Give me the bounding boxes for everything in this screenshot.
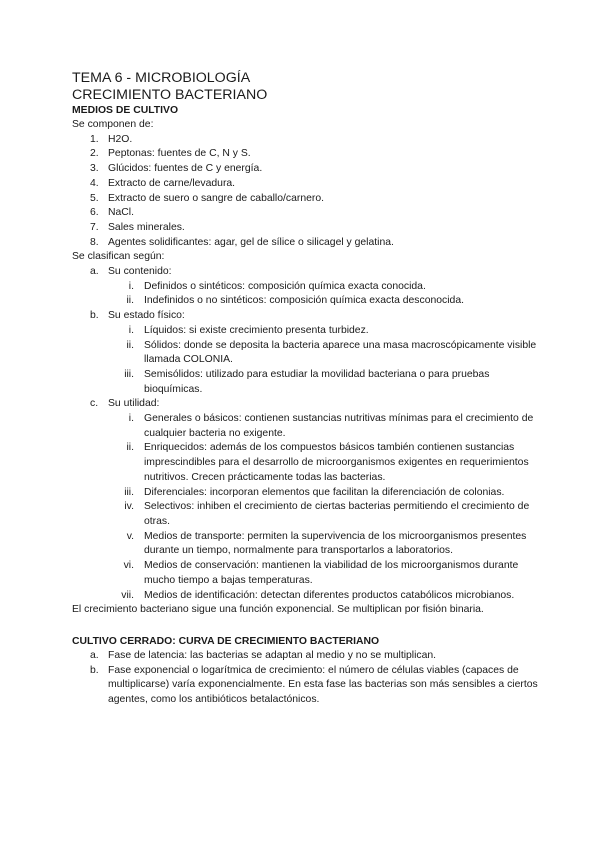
section-heading-medios: MEDIOS DE CULTIVO bbox=[72, 105, 179, 116]
list-numeral: ii. bbox=[126, 442, 134, 454]
group-letter: a. bbox=[90, 266, 99, 278]
list-item-text: Glúcidos: fuentes de C y energía. bbox=[108, 163, 263, 175]
list-numeral: vi. bbox=[123, 560, 134, 572]
list-item-text: Líquidos: si existe crecimiento presenta turbidez. bbox=[144, 324, 369, 336]
list-item-text: Medios de conservación: mantienen la viabilidad de los microorganismos durante mucho tiempo a bajas temperaturas. bbox=[144, 560, 519, 586]
list-item-text: Agentes solidificantes: agar, gel de sílice o silicagel y gelatina. bbox=[108, 236, 394, 248]
list-item bbox=[72, 294, 542, 309]
group-label: Su contenido: bbox=[108, 266, 172, 278]
list-item bbox=[72, 339, 542, 368]
group-heading-utilidad bbox=[72, 397, 542, 412]
list-number: 5. bbox=[90, 192, 99, 204]
list-item bbox=[72, 441, 542, 485]
list-item bbox=[72, 221, 542, 236]
list-item bbox=[72, 162, 542, 177]
list-item-text: Selectivos: inhiben el crecimiento de ciertas bacterias permitiendo el crecimiento de otras. bbox=[144, 501, 530, 527]
list-item-text: Extracto de carne/levadura. bbox=[108, 177, 236, 189]
section-heading-cultivo-cerrado: CULTIVO CERRADO: CURVA DE CRECIMIENTO BACTERIANO bbox=[72, 635, 380, 647]
group-letter: b. bbox=[90, 310, 99, 322]
list-item bbox=[72, 324, 542, 339]
list-item-text: Fase exponencial o logarítmica de crecimiento: el número de células viables (capaces de multiplicarse) varía exponencialmente. En esta fase las bacterias son más sensibles a ciertos agentes, como los antibióticos betalactónicos. bbox=[108, 664, 538, 706]
list-numeral: iii. bbox=[124, 368, 134, 380]
list-item-text: Medios de transporte: permiten la supervivencia de los microorganismos presentes durante un tiempo, normalmente para transportarlos a laboratorios. bbox=[144, 530, 527, 557]
components-intro: Se componen de: bbox=[72, 119, 154, 130]
classify-intro: Se clasifican según: bbox=[72, 251, 165, 263]
list-item bbox=[72, 368, 542, 397]
list-number: 3. bbox=[90, 163, 99, 175]
group-letter: c. bbox=[90, 398, 99, 410]
list-item-text: Fase de latencia: las bacterias se adaptan al medio y no se multiplican. bbox=[108, 649, 437, 661]
list-item bbox=[72, 280, 542, 295]
group-label: Su estado físico: bbox=[108, 310, 185, 322]
list-item-text: Indefinidos o no sintéticos: composición química exacta desconocida. bbox=[144, 295, 464, 307]
list-number: 1. bbox=[90, 133, 99, 145]
list-item bbox=[72, 559, 542, 588]
list-item bbox=[72, 147, 542, 162]
list-item bbox=[72, 206, 542, 221]
list-item-text: Enriquecidos: además de los compuestos básicos también contienen sustancias imprescindibles para el desarrollo de microorganismos exigentes en requerimientos nutritivos. Crecen prácticamente todas las bacterias. bbox=[144, 442, 529, 483]
list-number: 2. bbox=[90, 148, 99, 160]
list-numeral: i. bbox=[128, 413, 134, 425]
group-label: Su utilidad: bbox=[108, 398, 160, 410]
list-number: 6. bbox=[90, 207, 99, 219]
list-item bbox=[72, 486, 542, 501]
group-heading-contenido bbox=[72, 265, 542, 280]
list-item-text: Peptonas: fuentes de C, N y S. bbox=[108, 148, 251, 160]
list-number: 4. bbox=[90, 177, 99, 189]
list-numeral: vii. bbox=[121, 589, 134, 601]
list-numeral: i. bbox=[128, 280, 134, 292]
list-item-text: Extracto de suero o sangre de caballo/carnero. bbox=[108, 192, 325, 204]
list-numeral: iv. bbox=[124, 501, 134, 513]
list-number: 7. bbox=[90, 221, 99, 233]
doc-title-line-2: CRECIMIENTO BACTERIANO bbox=[72, 87, 268, 103]
group-heading-estado-fisico bbox=[72, 309, 542, 324]
list-item-text: H2O. bbox=[108, 133, 133, 145]
list-item-text: Diferenciales: incorporan elementos que facilitan la diferenciación de colonias. bbox=[144, 486, 505, 498]
list-letter: a. bbox=[90, 649, 99, 661]
list-numeral: ii. bbox=[126, 295, 134, 307]
list-item-text: Definidos o sintéticos: composición química exacta conocida. bbox=[144, 280, 426, 292]
list-numeral: iii. bbox=[124, 486, 134, 498]
list-number: 8. bbox=[90, 236, 99, 248]
list-item bbox=[72, 133, 542, 148]
list-item-text: Sales minerales. bbox=[108, 221, 185, 233]
components-list bbox=[72, 133, 542, 251]
list-item bbox=[72, 500, 542, 529]
list-item bbox=[72, 664, 542, 708]
list-numeral: i. bbox=[128, 324, 134, 336]
list-item bbox=[72, 530, 542, 559]
list-item bbox=[72, 236, 542, 251]
list-item-text: Semisólidos: utilizado para estudiar la movilidad bacteriana o para pruebas bioquímicas. bbox=[144, 368, 490, 395]
list-item bbox=[72, 192, 542, 207]
doc-title-line-1: TEMA 6 - MICROBIOLOGÍA bbox=[72, 70, 251, 86]
list-item bbox=[72, 649, 542, 664]
list-item-text: Sólidos: donde se deposita la bacteria aparece una masa macroscópicamente visible llamada COLONIA. bbox=[144, 339, 537, 366]
growth-note: El crecimiento bacteriano sigue una función exponencial. Se multiplican por fisión binaria. bbox=[72, 604, 484, 616]
list-item-text: Generales o básicos: contienen sustancias nutritivas mínimas para el crecimiento de cualquier bacteria no exigente. bbox=[144, 413, 534, 439]
list-letter: b. bbox=[90, 664, 99, 676]
list-item-text: NaCl. bbox=[108, 207, 134, 219]
list-item bbox=[72, 412, 542, 441]
list-item-text: Medios de identificación: detectan diferentes productos catabólicos microbianos. bbox=[144, 589, 515, 601]
list-numeral: v. bbox=[126, 530, 134, 542]
list-item bbox=[72, 589, 542, 604]
document-page bbox=[72, 70, 542, 708]
list-numeral: ii. bbox=[126, 339, 134, 351]
list-item bbox=[72, 177, 542, 192]
